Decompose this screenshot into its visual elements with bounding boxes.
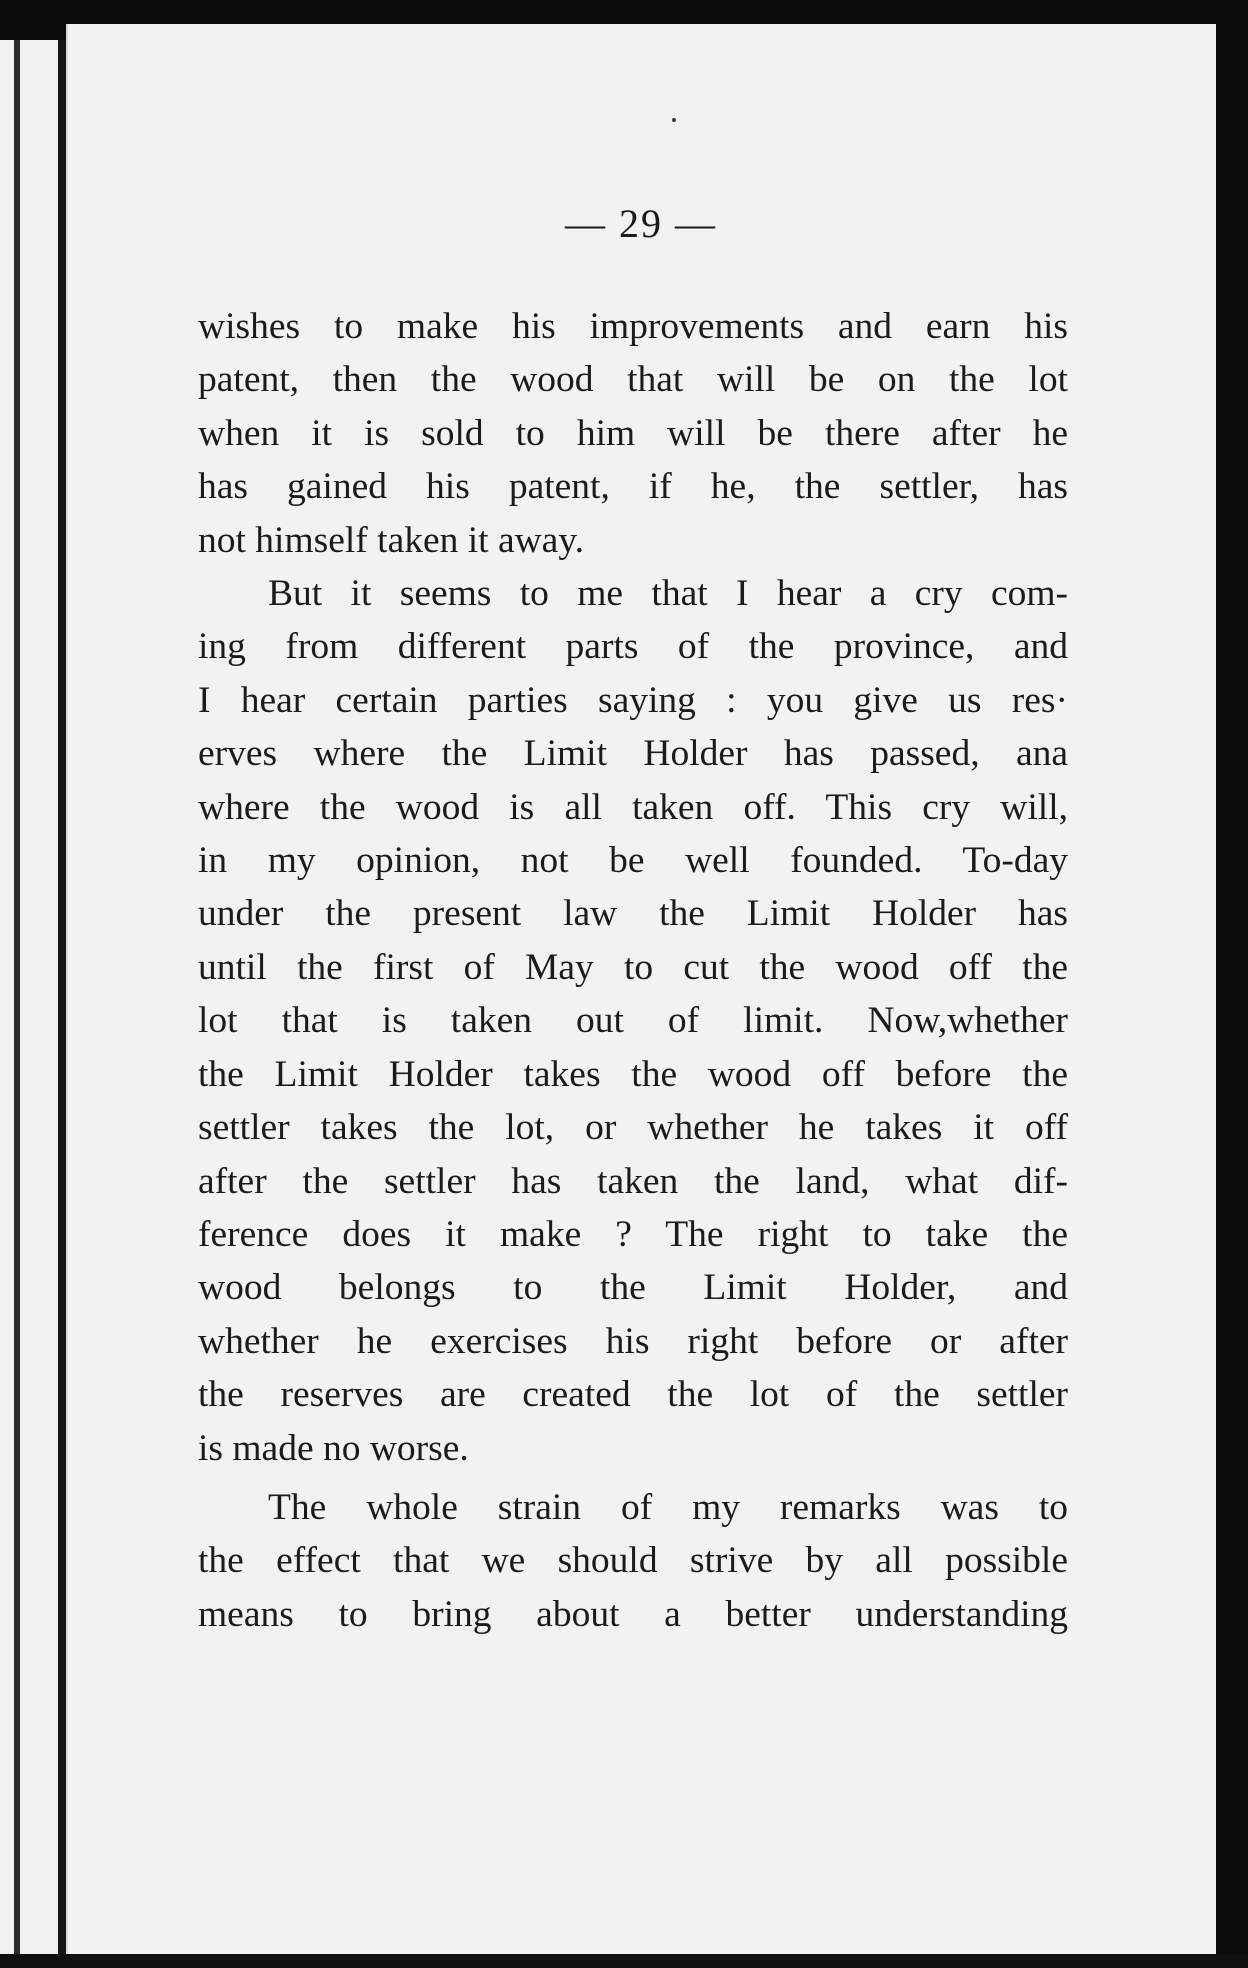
text-line: But it seems to me that I hear a cry com-	[268, 573, 1068, 615]
book-page	[66, 24, 1216, 1968]
scan-bottom-border	[0, 1954, 1248, 1968]
text-line: lot that is taken out of limit. Now,whether	[198, 1000, 1068, 1042]
paragraph-2	[198, 567, 1068, 1475]
text-line: patent, then the wood that will be on the lot	[198, 359, 1068, 401]
text-line: ing from different parts of the province, and	[198, 626, 1068, 668]
text-line: the Limit Holder takes the wood off before the	[198, 1053, 1068, 1095]
text-line: until the first of May to cut the wood off the	[198, 946, 1068, 988]
text-line: in my opinion, not be well founded. To-day	[198, 840, 1068, 882]
text-line: I hear certain parties saying : you give us res·	[198, 679, 1068, 721]
page-gutter	[0, 0, 66, 1968]
gutter-shadow-line	[14, 0, 20, 1968]
text-line: is made no worse.	[198, 1427, 469, 1469]
text-line: settler takes the lot, or whether he takes it off	[198, 1107, 1068, 1149]
text-line: The whole strain of my remarks was to	[268, 1486, 1068, 1528]
gutter-binding-line	[58, 0, 66, 1968]
body-text	[198, 300, 1068, 1641]
text-line: wishes to make his improvements and earn his	[198, 306, 1068, 347]
text-line: wood belongs to the Limit Holder, and	[198, 1267, 1068, 1309]
text-line: where the wood is all taken off. This cry will,	[198, 786, 1068, 828]
text-line: means to bring about a better understanding	[198, 1593, 1068, 1635]
paper-speck	[672, 118, 676, 122]
text-line: the reserves are created the lot of the settler	[198, 1374, 1068, 1416]
text-line: under the present law the Limit Holder has	[198, 893, 1068, 935]
text-line: has gained his patent, if he, the settler, has	[198, 466, 1068, 508]
paragraph-3	[198, 1481, 1068, 1641]
text-line: the effect that we should strive by all possible	[198, 1540, 1068, 1582]
text-line: not himself taken it away.	[198, 519, 585, 561]
page-number: — 29 —	[565, 201, 717, 246]
text-line: ference does it make ? The right to take the	[198, 1213, 1068, 1255]
text-line: when it is sold to him will be there after he	[198, 412, 1068, 454]
text-line: whether he exercises his right before or after	[198, 1320, 1068, 1362]
text-line: after the settler has taken the land, what dif-	[198, 1160, 1068, 1202]
scan-right-border	[1216, 0, 1248, 1968]
text-line: erves where the Limit Holder has passed, ana	[198, 733, 1068, 775]
paragraph-1	[198, 300, 1068, 567]
